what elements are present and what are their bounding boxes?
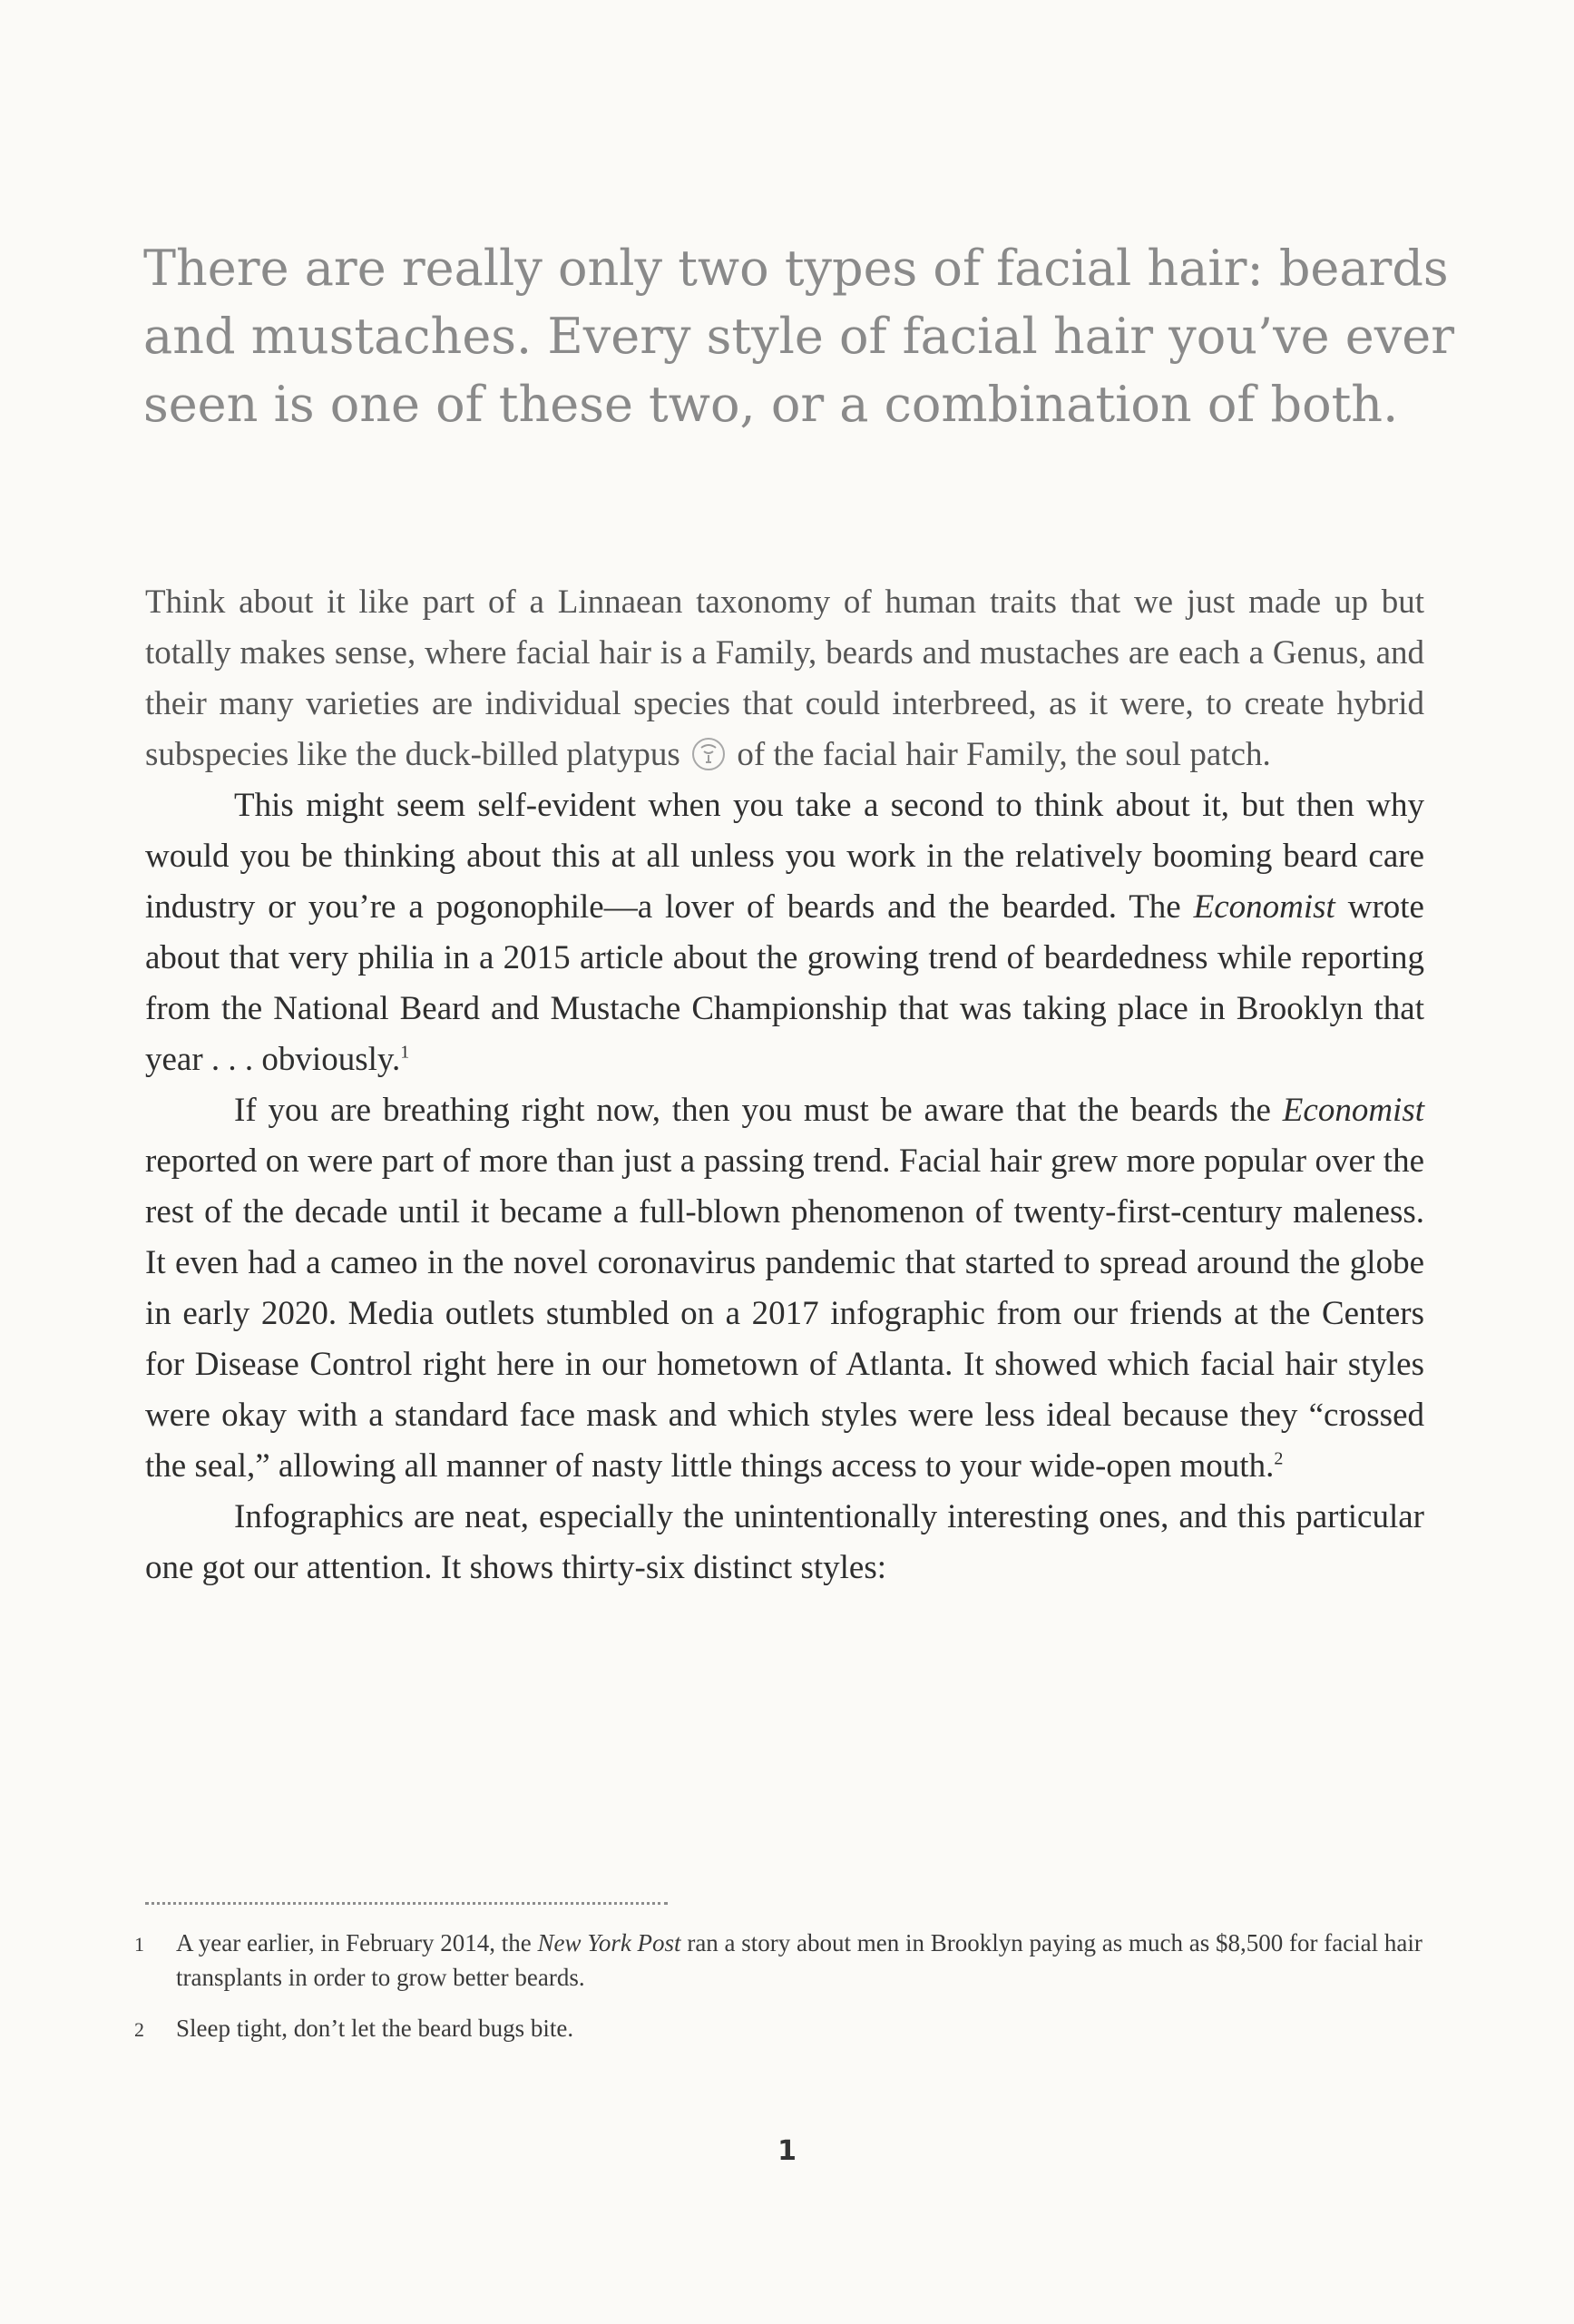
pull-quote: There are really only two types of facial hair: beards and mustaches. Every style of facial hair you’ve ever seen is one of these two, or a combination of both.: [143, 240, 1455, 433]
footnote-number: 1: [134, 1933, 144, 1956]
paragraph-3: [145, 1085, 1424, 1492]
body-text: [145, 577, 1424, 1593]
footnote-divider: [145, 1902, 668, 1905]
soul-patch-icon: [692, 738, 725, 770]
paragraph-3-text-b: reported on were part of more than just a passing trend. Facial hair grew more popular over the rest of the decade until it became a full-blown phenomenon of twenty-first-century maleness. It even had a cameo in the novel coronavirus pandemic that started to spread around the globe in early 2020. Media outlets stumbled on a 2017 infographic from our friends at the Centers for Disease Control right here in our hometown of Atlanta. It showed which facial hair styles were okay with a standard face mask and which styles were less ideal because they “crossed the seal,” allowing all manner of nasty little things access to your wide-open mouth.: [145, 1142, 1424, 1485]
footnote-1: [134, 1926, 1432, 1995]
new-york-post-title: New York Post: [537, 1929, 681, 1956]
paragraph-2: [145, 780, 1424, 1085]
paragraph-1-end: of the facial hair Family, the soul patch.: [737, 736, 1271, 773]
page-number: 1: [777, 2135, 797, 2167]
paragraph-4: Infographics are neat, especially the unintentionally interesting ones, and this particular one got our attention. It shows thirty-six distinct styles:: [145, 1498, 1424, 1586]
economist-title: Economist: [1282, 1092, 1424, 1129]
footnote-2: [134, 2011, 1432, 2047]
paragraph-3-text-a: If you are breathing right now, then you must be aware that the beards the: [234, 1092, 1283, 1129]
footnote-ref-1[interactable]: 1: [400, 1042, 410, 1063]
footnote-text-b: ran a story about men in Brooklyn paying as much as $8,500 for facial hair transplants in order to grow better beards.: [176, 1929, 1422, 1991]
footnote-ref-2[interactable]: 2: [1274, 1448, 1284, 1469]
economist-title: Economist: [1193, 888, 1335, 926]
footnote-text: [176, 1926, 1432, 1995]
footnote-text: Sleep tight, don’t let the beard bugs bite.: [176, 2015, 574, 2042]
paragraph-2-text-a: This might seem self-evident when you take a second to think about it, but then why would you be thinking about this at all unless you work in the relatively booming beard care industry or you’re a pogonophile—a lover of beards and the bearded. The: [145, 787, 1424, 926]
paragraph-2-text-b: wrote about that very philia in a 2015 article about the growing trend of beardedness while reporting from the National Beard and Mustache Championship that was taking place in Brooklyn that year . . . obviously.: [145, 888, 1424, 1078]
footnote-number: 2: [134, 2018, 144, 2041]
footnotes: [134, 1926, 1432, 2064]
footnote-text-a: A year earlier, in February 2014, the: [176, 1929, 538, 1956]
paragraph-1: [145, 577, 1424, 780]
paragraph-1-text: Think about it like part of a Linnaean taxonomy of human traits that we just made up but totally makes sense, where facial hair is a Family, beards and mustaches are each a Genus, and their many varieties are individual species that could interbreed, as it were, to create hybrid subspecies like the duck-billed platypus: [145, 583, 1424, 773]
